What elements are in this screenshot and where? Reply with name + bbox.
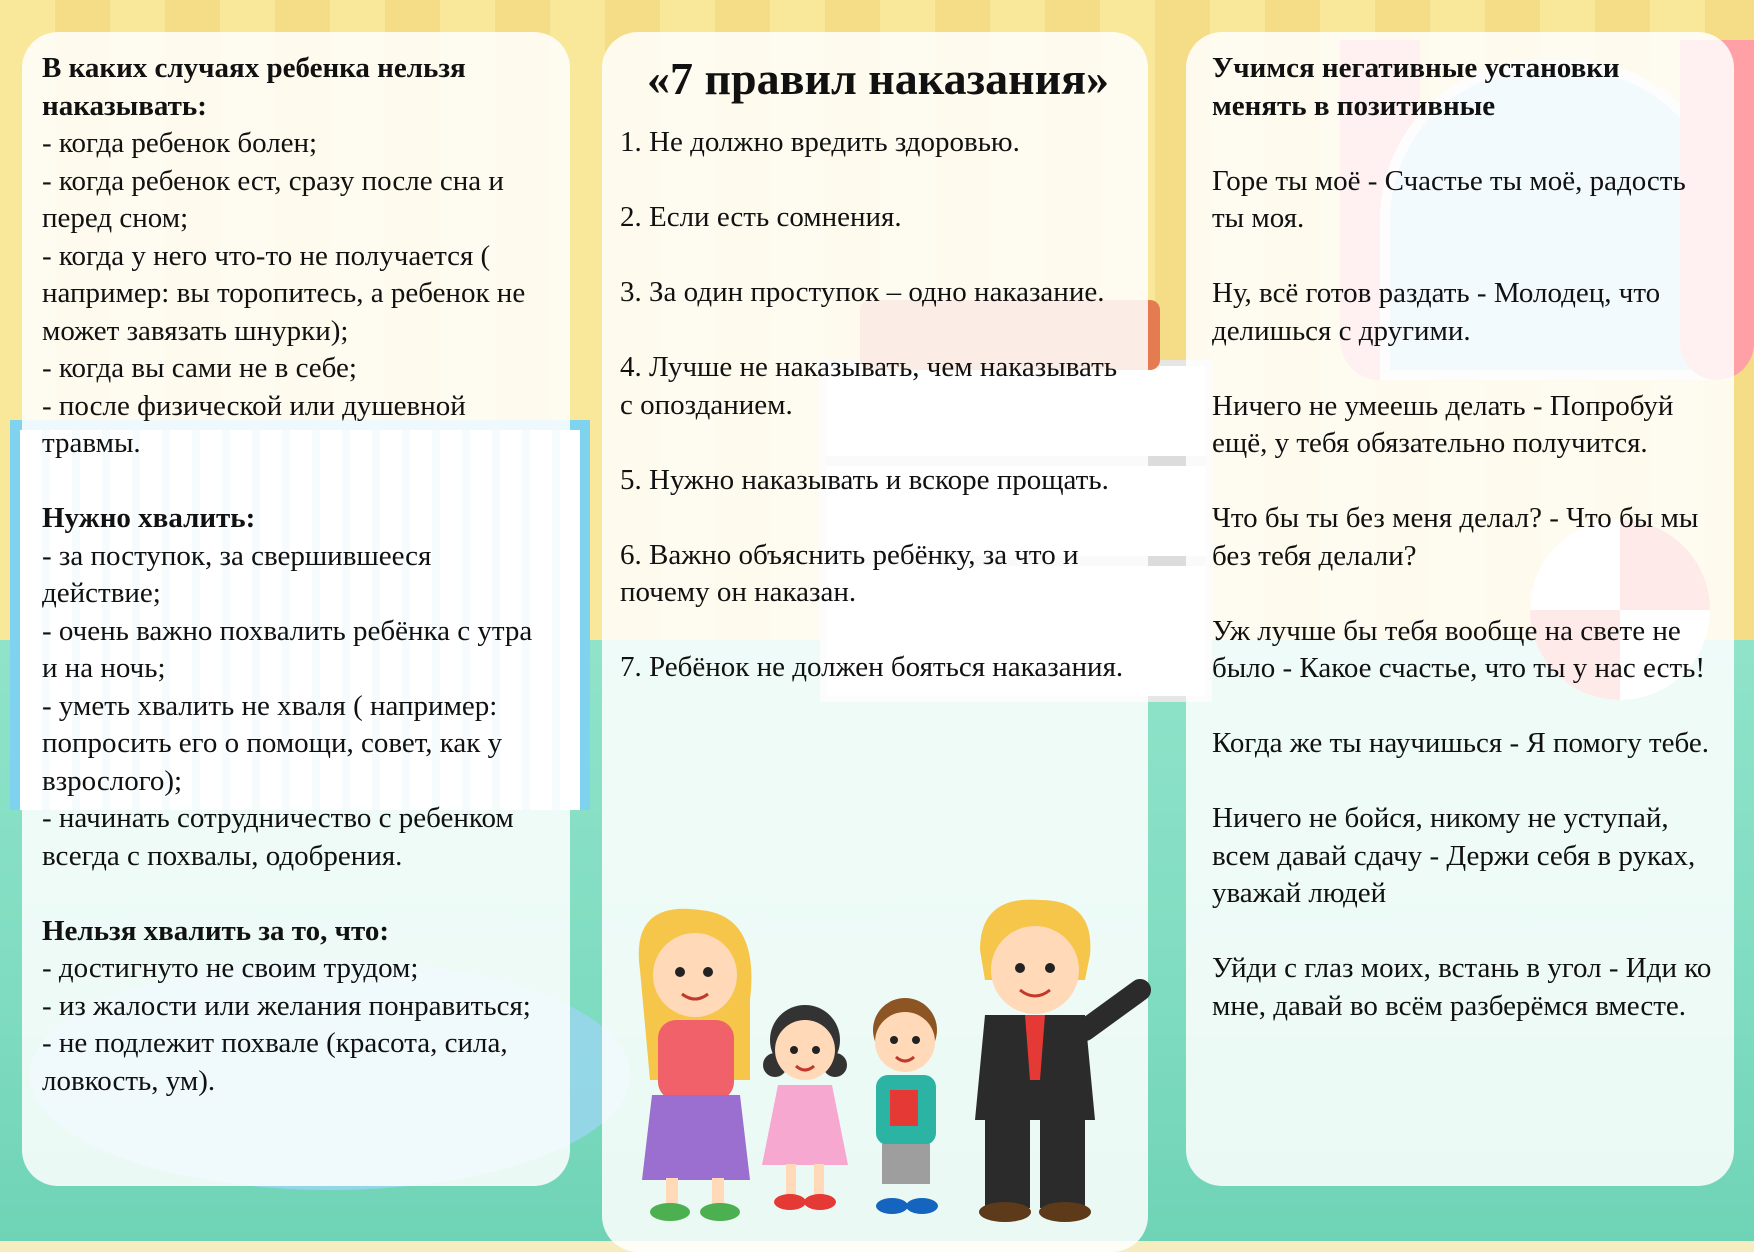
phrase-pair: Уж лучше бы тебя вообще на свете не было - Какое счастье, что ты у нас есть! — [1212, 614, 1705, 684]
phrase-pair: Ну, всё готов раздать - Молодец, что делишься с другими. — [1212, 277, 1661, 347]
list-item: - когда ребенок болен; — [42, 127, 318, 159]
rule-item: 3. За один проступок – одно наказание. — [620, 276, 1105, 308]
phrase-pair: Уйди с глаз моих, встань в угол - Иди ко мне, давай во всём разберёмся вместе. — [1212, 952, 1712, 1022]
panel-right — [1186, 32, 1734, 1186]
section-title-no-punish: В каких случаях ребенка нельзя наказывать: — [42, 52, 466, 122]
rules-list — [620, 124, 1136, 687]
list-praise — [42, 538, 554, 876]
phrase-pair: Когда же ты научишься - Я помогу тебе. — [1212, 727, 1709, 759]
rule-item: 1. Не должно вредить здоровью. — [620, 126, 1020, 158]
list-item: - начинать сотрудничество с ребенком всегда с похвалы, одобрения. — [42, 802, 514, 872]
list-item: - когда у него что-то не получается ( например: вы торопитесь, а ребенок не может завязать шнурки); — [42, 239, 526, 347]
family-illustration — [600, 890, 1160, 1230]
family-svg — [600, 890, 1160, 1230]
page-title: «7 правил наказания» — [647, 53, 1109, 104]
list-no-praise — [42, 950, 554, 1100]
father-figure — [975, 900, 1140, 1222]
phrase-pair: Ничего не бойся, никому не уступай, всем давай сдачу - Держи себя в руках, уважай людей — [1212, 802, 1696, 909]
list-item: - за поступок, за свершившееся действие; — [42, 539, 432, 609]
girl-figure — [762, 1005, 848, 1210]
rule-item: 4. Лучше не наказывать, чем наказывать с опозданием. — [620, 351, 1118, 421]
rule-item: 6. Важно объяснить ребёнку, за что и почему он наказан. — [620, 538, 1079, 608]
rule-item: 2. Если есть сомнения. — [620, 201, 902, 233]
list-item: - после физической или душевной травмы. — [42, 389, 466, 459]
rule-item: 5. Нужно наказывать и вскоре прощать. — [620, 463, 1109, 496]
phrase-pair: Ничего не умеешь делать - Попробуй ещё, у тебя обязательно получится. — [1212, 389, 1674, 459]
boy-figure — [873, 998, 938, 1214]
section-title-praise: Нужно хвалить: — [42, 502, 256, 534]
section-title-positive-phrases: Учимся негативные установки менять в позитивные — [1212, 52, 1620, 122]
phrase-pair: Что бы ты без меня делал? - Что бы мы без тебя делали? — [1212, 502, 1699, 572]
list-item: - когда ребенок ест, сразу после сна и перед сном; — [42, 164, 504, 234]
list-item: - из жалости или желания понравиться; — [42, 989, 531, 1022]
list-item: - когда вы сами не в себе; — [42, 352, 357, 384]
phrase-pairs-list — [1212, 163, 1720, 1026]
section-title-no-praise: Нельзя хвалить за то, что: — [42, 914, 389, 947]
rule-item: 7. Ребёнок не должен бояться наказания. — [620, 651, 1124, 683]
list-no-punish — [42, 125, 554, 463]
panel-left — [22, 32, 570, 1186]
phrase-pair: Горе ты моё - Счастье ты моё, радость ты моя. — [1212, 164, 1686, 234]
mother-figure — [639, 909, 752, 1221]
list-item: - достигнуто не своим трудом; — [42, 952, 419, 984]
list-item: - уметь хвалить не хваля ( например: попросить его о помощи, совет, как у взрослого); — [42, 689, 503, 797]
list-item: - не подлежит похвале (красота, сила, ловкость, ум). — [42, 1027, 508, 1097]
list-item: - очень важно похвалить ребёнка с утра и на ночь; — [42, 614, 533, 684]
